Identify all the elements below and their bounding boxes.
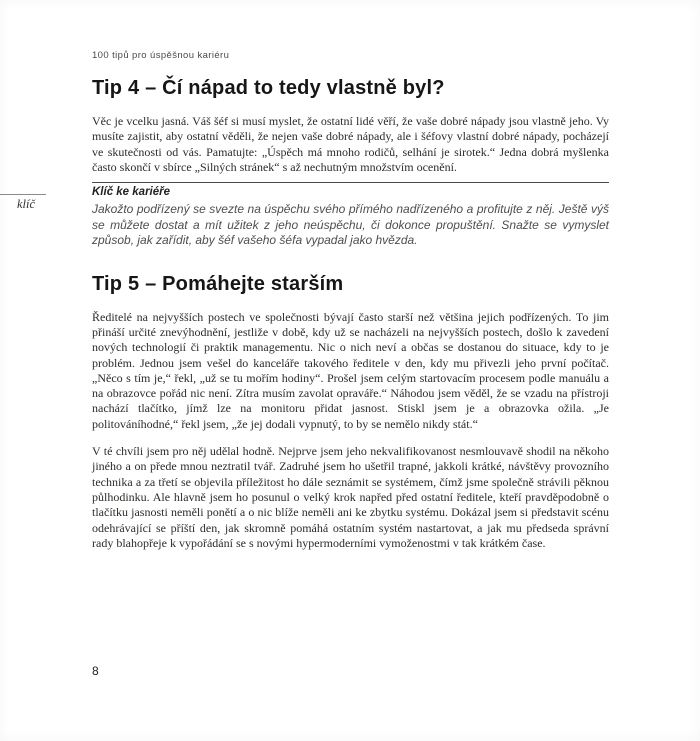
tip5-paragraph-2: V té chvíli jsem pro něj udělal hodně. Nejprve jsem jeho nekvalifikovanost nesmlouvavě shodil na někoho jiného a on přede mnou neztratil tvář. Zadruhé jsem ho ušetřil trapné, jakkoli krátké, návštěvy provozního technika a za třetí se objevila příležitost ho dále seznámit se systémem, čímž jsme společně strávili pěknou půlhodinku. Ale hlavně jsem ho posunul o velký krok napřed před ostatní ředitele, kteří pravděpodobně o tlačítku jasnosti neměli ponětí a o nic blíže neměli ani ke zbytku systému. Dokázal jsem si představit scénu odehrávající se příští den, jak skromně pomáhá ostatním systém nastartovat, a jak mu předseda správní rady blahopřeje k vypořádání se s novými hypermoderními vymoženostmi v tak krátkém čase. <box>92 444 609 550</box>
tip5-paragraph-1: Ředitelé na nejvyšších postech ve společnosti bývají často starší než většina jejich podřízených. To jim přináší určité znevýhodnění, jestliže v době, kdy už se nacházeli na nejvyšších postech, došlo k zavedení nových technologií či praktik managementu. Nic o nich neví a občas se dostanou do situace, kdy to je problém. Jednou jsem vešel do kanceláře takového ředitele v den, kdy mu přivezli jeho první počítač. „Něco s tím je,“ řekl, „už se tu mořím hodiny“. Prošel jsem celým startovacím procesem podle manuálu a na obrazovce pořád nic není. Zítra musím zavolat opraváře.“ Náhodou jsem věděl, že se vzadu na přístroji nachází tlačítko, jímž lze na monitoru přidat jasnost. Stiskl jsem je a obrazovka ožila. „Je politováníhodné,“ řekl jsem, „že jej dodali vypnutý, to by se nemělo nikdy stát.“ <box>92 309 609 431</box>
page-number: 8 <box>92 664 99 678</box>
page-content <box>92 50 609 551</box>
career-key-body: Jakožto podřízený se svezte na úspěchu svého přímého nadřízeného a profitujte z něj. Ještě výš se můžete dostat a mít užitek z jeho neúspěchu, či dokonce propuštění. Snažte se vymyslet způsob, jak zařídit, aby šéf vašeho šéfa vypadal jako hvězda. <box>92 202 609 248</box>
margin-note-label: klíč <box>17 197 36 211</box>
tip4-paragraph: Věc je vcelku jasná. Váš šéf si musí myslet, že ostatní lidé věří, že vaše dobré nápady jsou vlastně jeho. Vy musíte zajistit, aby ostatní věděli, že nejen vaše dobré nápady, ale i šéfovy vlastní dobré nápady, pocházejí ve skutečnosti od vás. Pamatujte: „Úspěch má mnoho rodičů, selhání je sirotek.“ Jedna dobrá myšlenka často skončí v sbírce „Silných stránek“ s až nechutným množstvím ocenění. <box>92 114 609 174</box>
career-key-header: Klíč ke kariéře <box>92 186 171 199</box>
tip5-heading: Tip 5 – Pomáhejte starším <box>92 272 344 295</box>
running-header: 100 tipů pro úspěšnou kariéru <box>92 50 230 61</box>
tip4-heading: Tip 4 – Čí nápad to tedy vlastně byl? <box>92 77 445 99</box>
career-key-section <box>92 182 609 249</box>
margin-note <box>0 194 46 212</box>
